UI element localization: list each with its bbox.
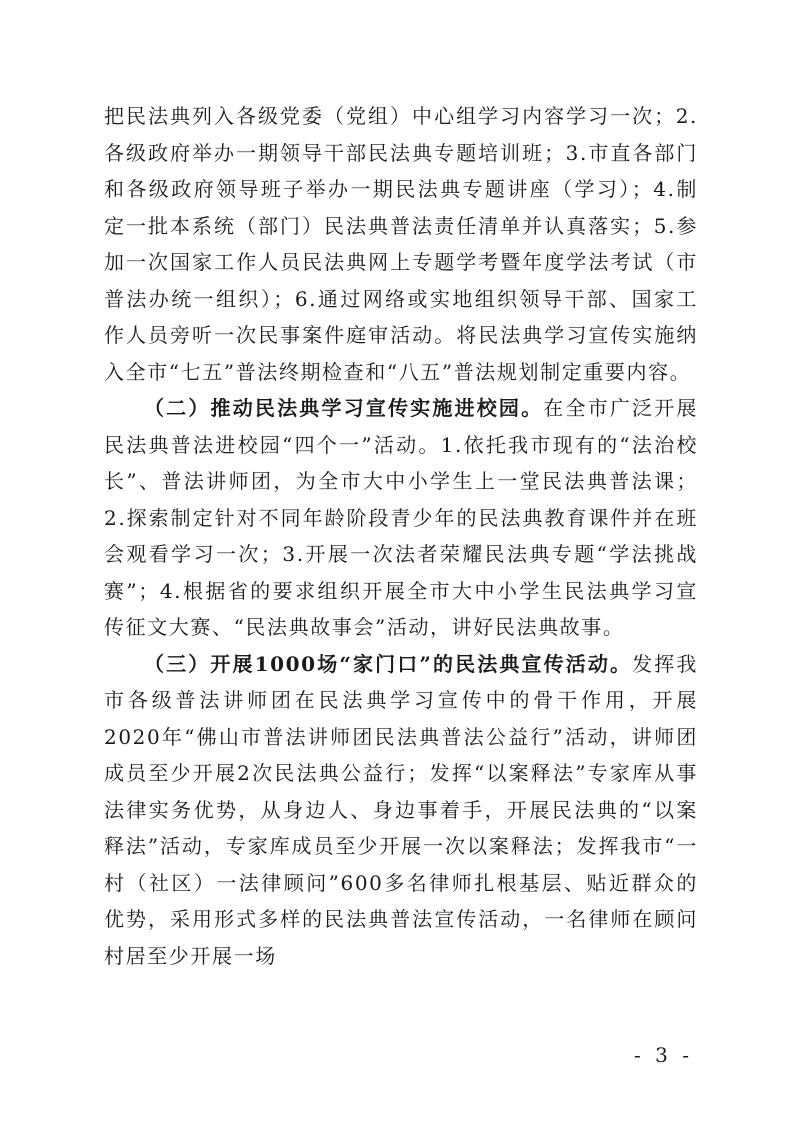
paragraph-text: 发挥我市各级普法讲师团在民法典学习宣传中的骨干作用，开展2020年“佛山市普法讲师团民法典普法公益行”活动，讲师团成员至少开展2次民法典公益行；发挥“以案释法”专家库从事法律实务优势，从身边人、身边事着手，开展民法典的“以案释法”活动，专家库成员至少开展一次以案释法；发挥我市“一村（社区）一法律顾问”600多名律师扎根基层、贴近群众的优势，采用形式多样的民法典普法宣传活动，一名律师在顾问村居至少开展一场 <box>104 651 698 968</box>
section-heading: （二）推动民法典学习宣传实施进校园。 <box>144 396 544 420</box>
paragraph-text: 在全市广泛开展民法典普法进校园“四个一”活动。1.依托我市现有的“法治校长”、普法讲师团，为全市大中小学生上一堂民法典普法课；2.探索制定针对不同年龄阶段青少年的民法典教育课件并在班会观看学习一次；3.开展一次法者荣耀民法典专题“学法挑战赛”；4.根据省的要求组织开展全市大中小学生民法典学习宣传征文大赛、“民法典故事会”活动，讲好民法典故事。 <box>104 396 698 639</box>
page-number: - 3 - <box>634 1043 693 1067</box>
document-body <box>104 98 698 974</box>
paragraph-text: 把民法典列入各级党委（党组）中心组学习内容学习一次；2.各级政府举办一期领导干部民法典专题培训班；3.市直各部门和各级政府领导班子举办一期民法典专题讲座（学习）；4.制定一批本系统（部门）民法典普法责任清单并认真落实；5.参加一次国家工作人员民法典网上专题学考暨年度学法考试（市普法办统一组织）；6.通过网络或实地组织领导干部、国家工作人员旁听一次民事案件庭审活动。将民法典学习宣传实施纳入全市“七五”普法终期检查和“八五”普法规划制定重要内容。 <box>104 104 698 384</box>
paragraph-continuation <box>104 98 698 390</box>
paragraph-section-2 <box>104 390 698 646</box>
section-heading: （三）开展1000场“家门口”的民法典宣传活动。 <box>144 651 633 676</box>
paragraph-section-3 <box>104 646 698 975</box>
